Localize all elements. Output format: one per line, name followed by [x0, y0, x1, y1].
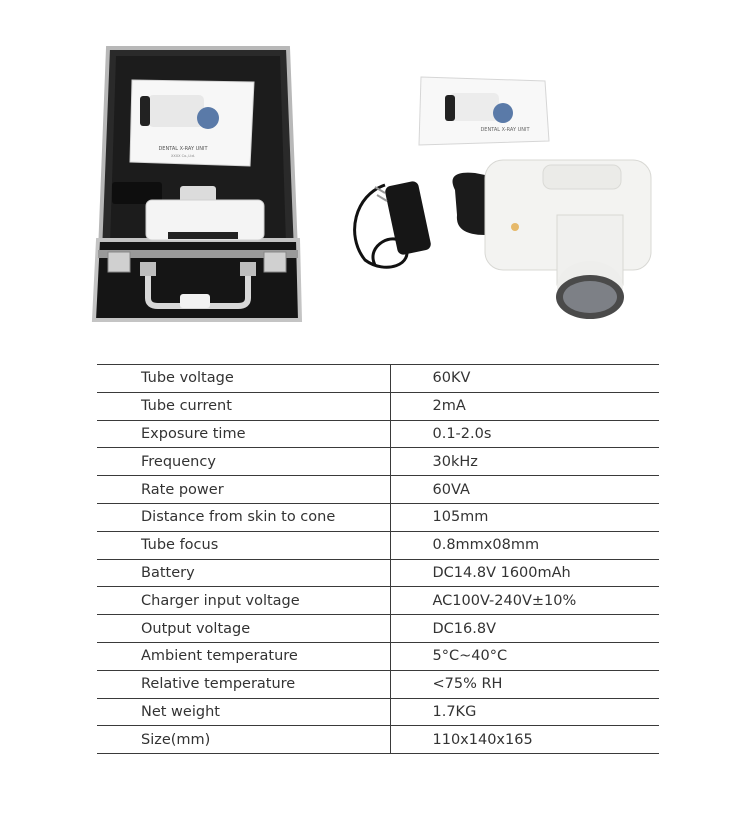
spec-row — [97, 531, 659, 559]
spec-row — [97, 726, 659, 754]
spec-parameter: Tube current — [97, 392, 390, 420]
spec-value: <75% RH — [390, 670, 659, 698]
spec-value: AC100V-240V±10% — [390, 587, 659, 615]
spec-value: 5°C~40°C — [390, 642, 659, 670]
spec-parameter: Ambient temperature — [97, 642, 390, 670]
spec-row — [97, 392, 659, 420]
spec-value: 30kHz — [390, 448, 659, 476]
specification-table — [97, 364, 659, 754]
xray-device — [453, 160, 652, 319]
spec-value: 105mm — [390, 503, 659, 531]
spec-row — [97, 448, 659, 476]
spec-row — [97, 670, 659, 698]
spec-value: 2mA — [390, 392, 659, 420]
spec-parameter: Frequency — [97, 448, 390, 476]
spec-row — [97, 615, 659, 643]
spec-parameter: Size(mm) — [97, 726, 390, 754]
spec-row — [97, 642, 659, 670]
carry-case-photo — [88, 40, 306, 322]
spec-parameter: Tube focus — [97, 531, 390, 559]
svg-text:DENTAL X-RAY UNIT: DENTAL X-RAY UNIT — [480, 127, 530, 133]
spec-parameter: Charger input voltage — [97, 587, 390, 615]
spec-value: 1.7KG — [390, 698, 659, 726]
spec-value: 0.1-2.0s — [390, 420, 659, 448]
charger-adapter — [355, 180, 432, 267]
spec-row — [97, 698, 659, 726]
svg-text:DENTAL X-RAY UNIT: DENTAL X-RAY UNIT — [158, 146, 208, 152]
spec-value: 60KV — [390, 365, 659, 393]
manual-in-case — [130, 80, 254, 166]
spec-row — [97, 559, 659, 587]
spec-row — [97, 420, 659, 448]
spec-value: 110x140x165 — [390, 726, 659, 754]
spec-parameter: Exposure time — [97, 420, 390, 448]
svg-text:XXXX Co.,Ltd.: XXXX Co.,Ltd. — [170, 154, 196, 158]
device-accessories-photo — [345, 75, 655, 325]
spec-value: 60VA — [390, 476, 659, 504]
spec-row — [97, 587, 659, 615]
spec-value: 0.8mmx08mm — [390, 531, 659, 559]
spec-parameter: Rate power — [97, 476, 390, 504]
manual-booklet — [419, 77, 549, 145]
spec-value: DC14.8V 1600mAh — [390, 559, 659, 587]
spec-row — [97, 503, 659, 531]
spec-parameter: Relative temperature — [97, 670, 390, 698]
spec-parameter: Tube voltage — [97, 365, 390, 393]
spec-parameter: Output voltage — [97, 615, 390, 643]
spec-value: DC16.8V — [390, 615, 659, 643]
spec-row — [97, 365, 659, 393]
spec-parameter: Battery — [97, 559, 390, 587]
spec-row — [97, 476, 659, 504]
spec-parameter: Net weight — [97, 698, 390, 726]
spec-parameter: Distance from skin to cone — [97, 503, 390, 531]
